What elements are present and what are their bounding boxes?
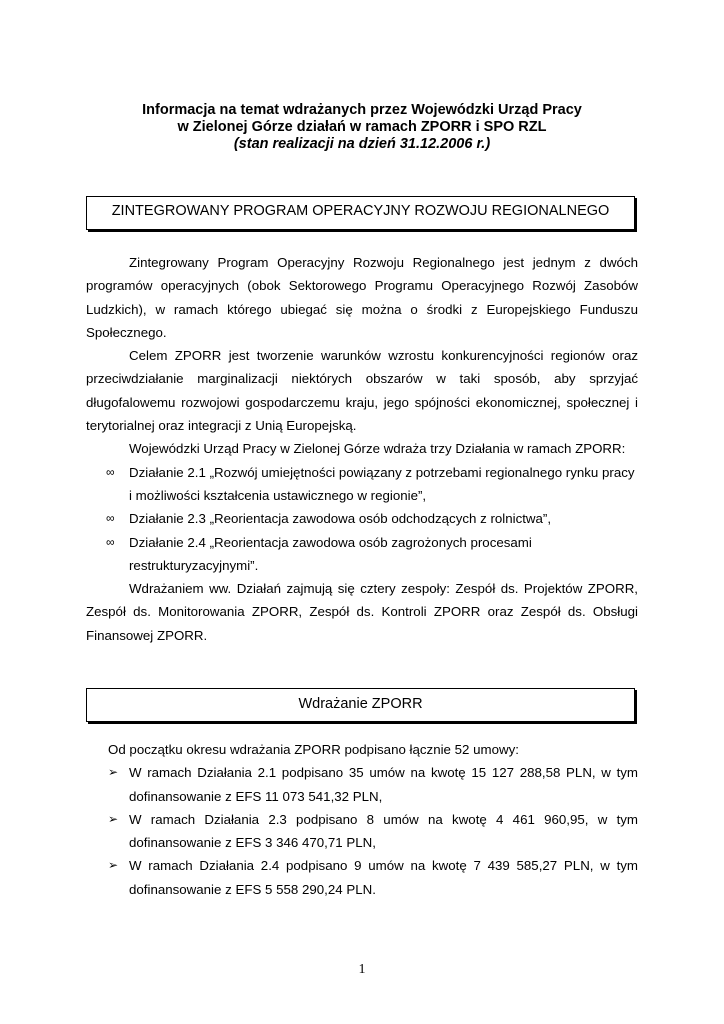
infinity-bullet-icon: ∞: [106, 511, 115, 526]
list-item-text: W ramach Działania 2.3 podpisano 8 umów na kwotę 4 461 960,95, w tym dofinansowanie z EFS 3 346 470,71 PLN,: [129, 811, 638, 851]
list-item: [86, 461, 638, 508]
list-item: [86, 854, 638, 901]
actions-list: [86, 461, 638, 577]
list-item-text: Działanie 2.1 „Rozwój umiejętności powiązany z potrzebami regionalnego rynku pracy i możliwości kształcenia ustawicznego w regionie”,: [129, 464, 635, 503]
list-item: [86, 808, 638, 855]
section-heading-zporr: ZINTEGROWANY PROGRAM OPERACYJNY ROZWOJU REGIONALNEGO: [86, 196, 635, 230]
arrow-bullet-icon: ➢: [108, 811, 119, 826]
list-item-text: W ramach Działania 2.1 podpisano 35 umów na kwotę 15 127 288,58 PLN, w tym dofinansowanie z EFS 11 073 541,32 PLN,: [129, 765, 638, 804]
arrow-bullet-icon: ➢: [108, 765, 119, 780]
list-item-text: Działanie 2.4 „Reorientacja zawodowa osób zagrożonych procesami restrukturyzacyjnymi”.: [129, 534, 532, 573]
paragraph-contracts-summary: Od początku okresu wdrażania ZPORR podpisano łącznie 52 umowy:: [108, 742, 519, 757]
title-line-1: Informacja na temat wdrażanych przez Wojewódzki Urząd Pracy: [142, 102, 582, 118]
contracts-list: [86, 761, 638, 901]
section-zporr-body: [86, 251, 638, 647]
arrow-bullet-icon: ➢: [108, 858, 119, 873]
paragraph-goal: Celem ZPORR jest tworzenie warunków wzrostu konkurencyjności regionów oraz przeciwdziałanie marginalizacji niektórych obszarów w taki sposób, aby sprzyjać długofalowemu rozwojowi gospodarczemu kraju, jego spójności ekonomicznej, społecznej i terytorialnej oraz integracji z Unią Europejską.: [86, 348, 638, 434]
list-item: [86, 531, 638, 578]
paragraph-actions-intro: Wojewódzki Urząd Pracy w Zielonej Górze wdraża trzy Działania w ramach ZPORR:: [129, 441, 626, 457]
infinity-bullet-icon: ∞: [106, 464, 115, 479]
list-item-text: Działanie 2.3 „Reorientacja zawodowa osób odchodzących z rolnictwa”,: [129, 511, 552, 527]
section-heading-wdrazanie: Wdrażanie ZPORR: [86, 688, 635, 722]
title-line-3: (stan realizacji na dzień 31.12.2006 r.): [233, 136, 491, 152]
section-wdrazanie-body: [86, 738, 638, 901]
document-title: [0, 102, 724, 153]
list-item: [86, 507, 638, 530]
paragraph-teams: Wdrażaniem ww. Działań zajmują się cztery zespoły: Zespół ds. Projektów ZPORR, Zespół ds. Monitorowania ZPORR, Zespół ds. Kontroli ZPORR oraz Zespół ds. Obsługi Finansowej ZPORR.: [86, 581, 638, 643]
list-item-text: W ramach Działania 2.4 podpisano 9 umów na kwotę 7 439 585,27 PLN, w tym dofinansowanie z EFS 5 558 290,24 PLN.: [129, 858, 638, 897]
paragraph-intro: Zintegrowany Program Operacyjny Rozwoju Regionalnego jest jednym z dwóch programów operacyjnych (obok Sektorowego Programu Operacyjnego Rozwój Zasobów Ludzkich), w ramach którego ubiegać się można o środki z Europejskiego Funduszu Społecznego.: [86, 255, 638, 340]
list-item: [86, 761, 638, 808]
title-line-2: w Zielonej Górze działań w ramach ZPORR i SPO RZL: [177, 119, 547, 135]
infinity-bullet-icon: ∞: [106, 534, 115, 549]
page-number: 1: [358, 962, 366, 977]
